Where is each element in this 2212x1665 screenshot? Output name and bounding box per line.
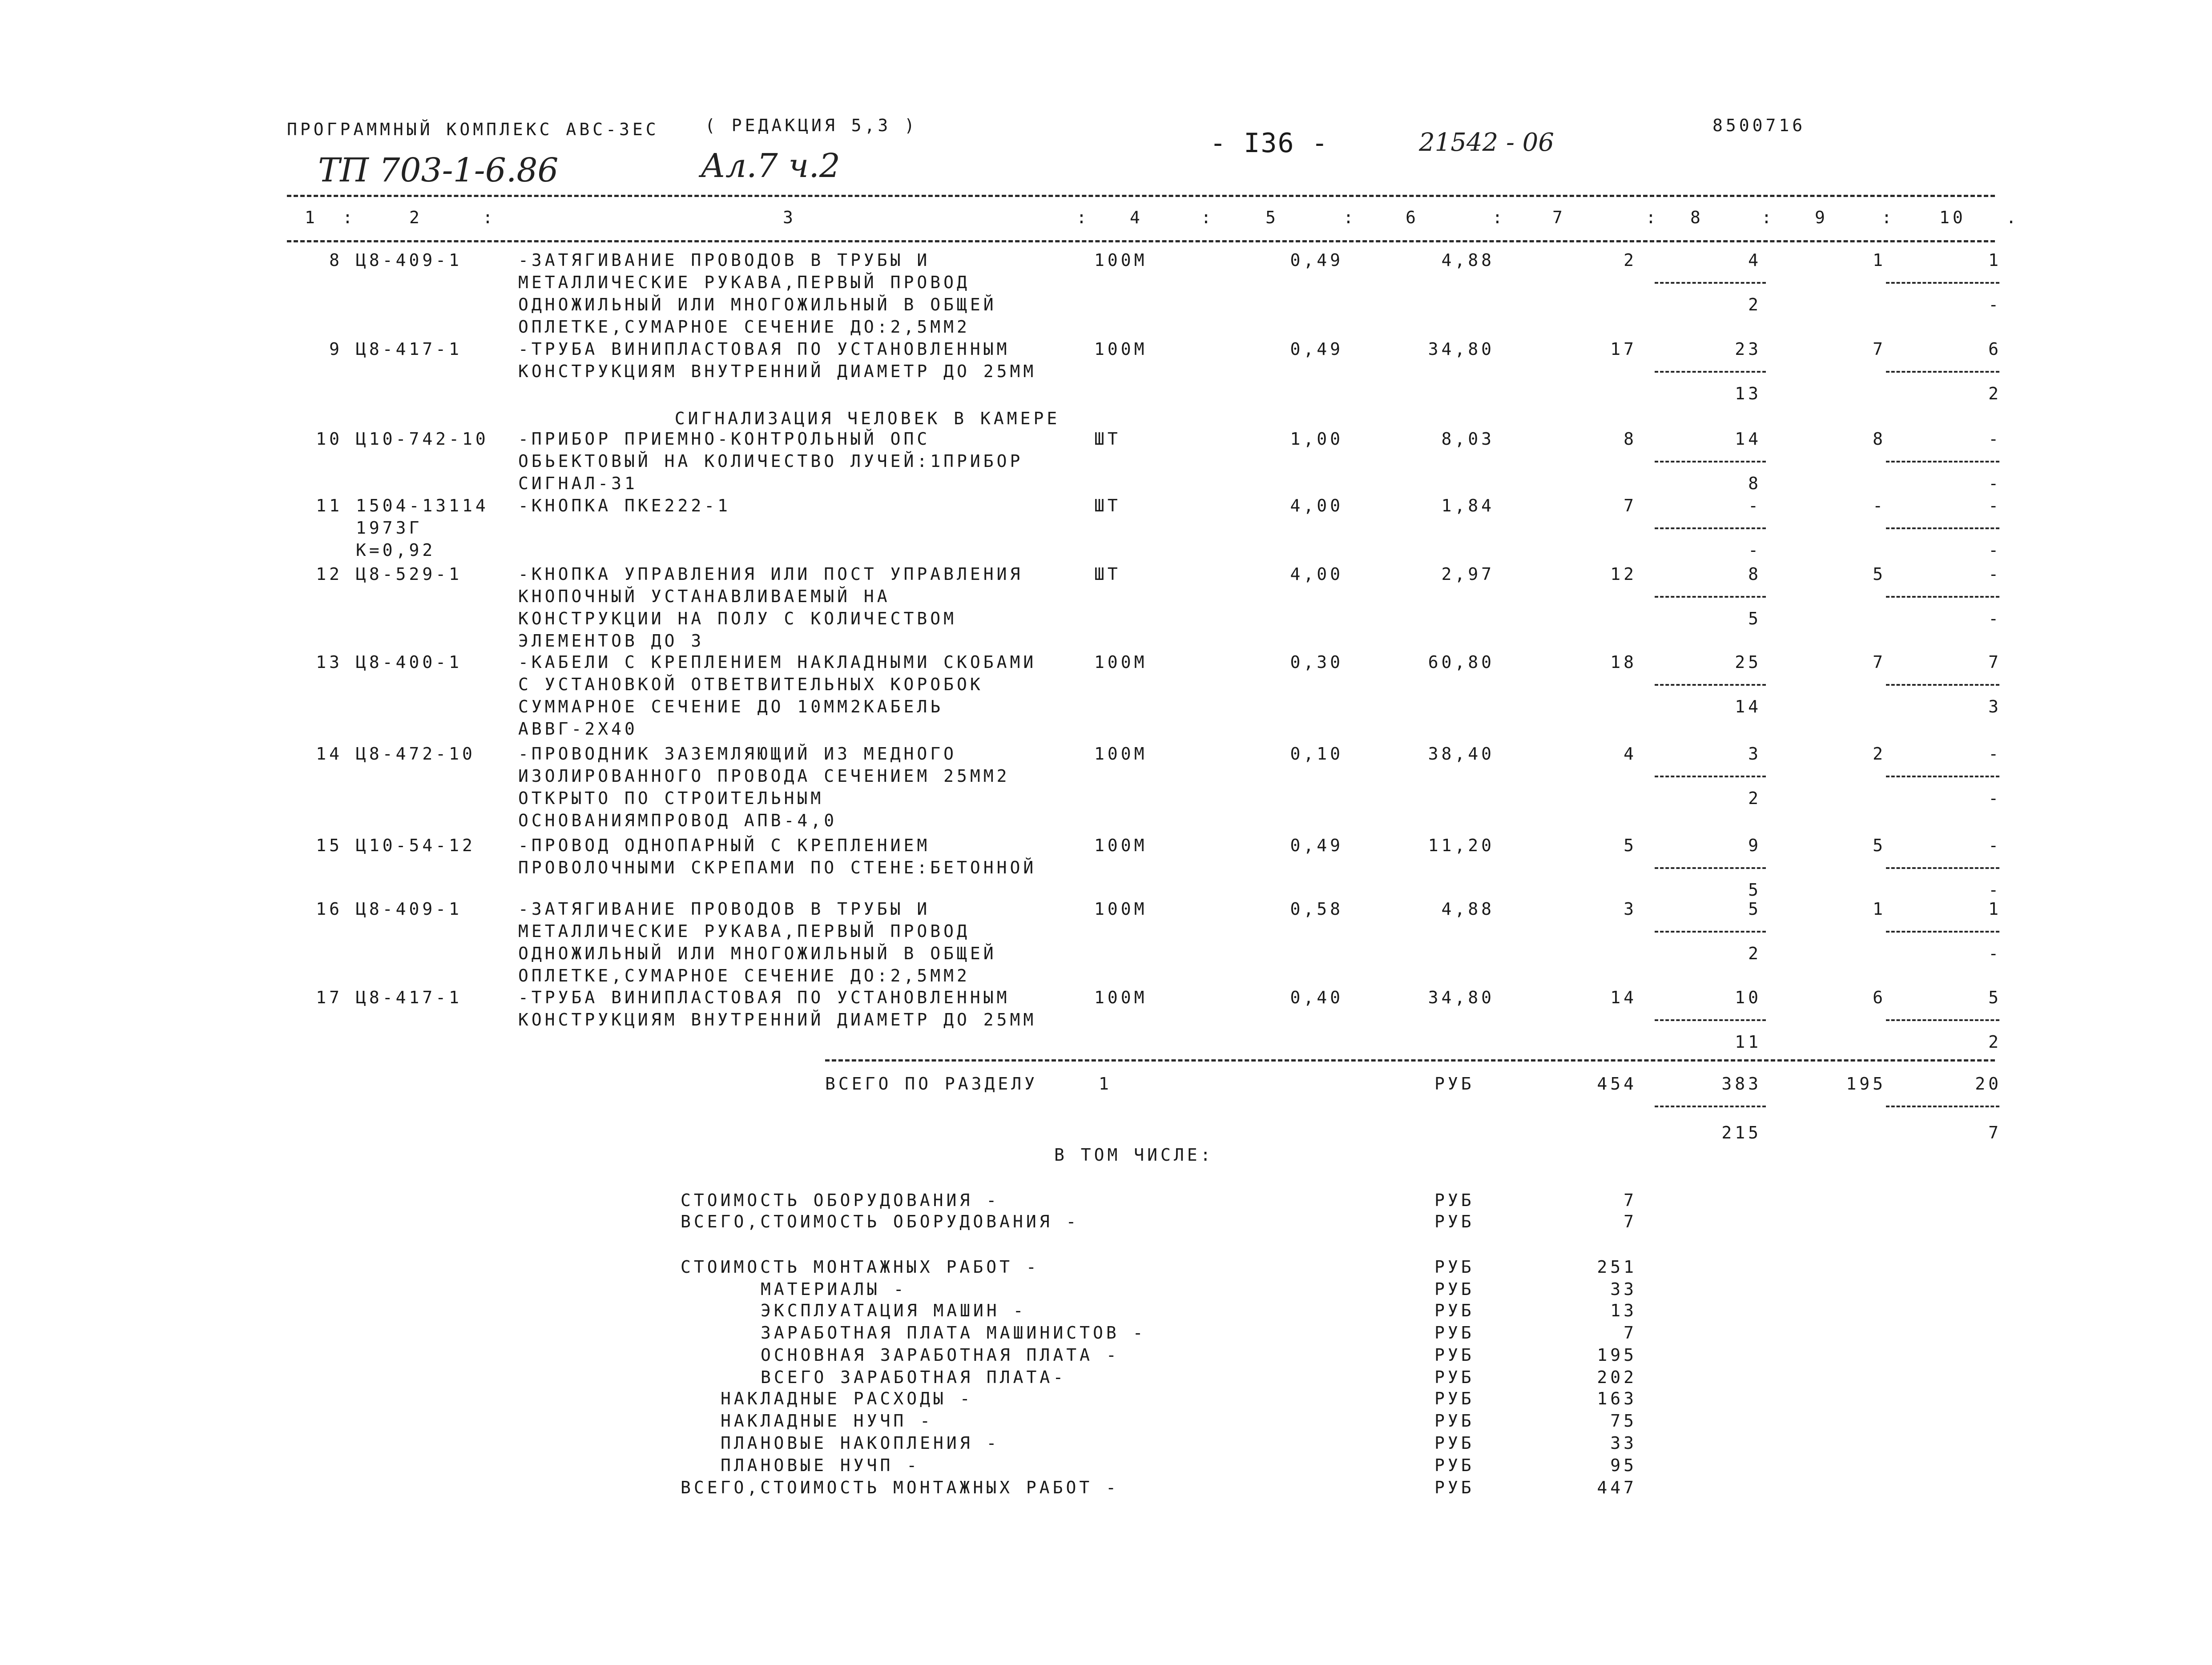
summary-unit: РУБ <box>1434 1279 1475 1299</box>
row-col8-sub: 8 <box>1748 474 1761 493</box>
row-col10: 5 <box>1988 988 2002 1007</box>
row-description: С УСТАНОВКОЙ ОТВЕТВИТЕЛЬНЫХ КОРОБОК <box>518 675 983 694</box>
column-header-cell: 8 <box>1690 208 1704 227</box>
row-col8-divider <box>1655 282 1766 284</box>
row-number: 10 <box>316 429 342 449</box>
summary-label: НАКЛАДНЫЕ РАСХОДЫ - <box>721 1389 973 1408</box>
column-header-cell: : <box>1882 208 1895 227</box>
row-description: -ТРУБА ВИНИПЛАСТОВАЯ ПО УСТАНОВЛЕННЫМ <box>518 988 1010 1007</box>
row-unit: ШТ <box>1094 564 1121 584</box>
column-header-cell: 2 <box>409 208 423 227</box>
row-number: 9 <box>329 339 342 359</box>
row-col8-sub: 11 <box>1735 1032 1761 1052</box>
row-code: Ц10-742-10 <box>356 429 489 449</box>
row-col9: 2 <box>1873 744 1886 764</box>
row-col10-sub: 2 <box>1988 1032 2002 1052</box>
summary-unit: РУБ <box>1434 1301 1475 1320</box>
row-price: 1,84 <box>1441 496 1495 515</box>
row-col8: 8 <box>1748 564 1761 584</box>
summary-label: ЗАРАБОТНАЯ ПЛАТА МАШИНИСТОВ - <box>761 1323 1146 1343</box>
row-unit: 100М <box>1094 250 1148 270</box>
row-col10-sub: - <box>1988 880 2002 900</box>
row-col10-sub: - <box>1988 295 2002 314</box>
row-col8: 3 <box>1748 744 1761 764</box>
row-col9: 7 <box>1873 339 1886 359</box>
column-header-cell: : <box>1076 208 1090 227</box>
row-col8: 23 <box>1735 339 1761 359</box>
row-col8: 25 <box>1735 652 1761 672</box>
row-col10: - <box>1988 836 2002 855</box>
total-n: 1 <box>1099 1074 1112 1094</box>
section-heading: СИГНАЛИЗАЦИЯ ЧЕЛОВЕК В КАМЕРЕ <box>674 409 1060 428</box>
total-col10-divider <box>1886 1106 1999 1107</box>
row-col8-sub: 5 <box>1748 880 1761 900</box>
row-description: ОПЛЕТКЕ,СУМАРНОЕ СЕЧЕНИЕ ДО:2,5ММ2 <box>518 317 970 337</box>
row-col10: - <box>1988 744 2002 764</box>
row-quantity: 0,40 <box>1290 988 1343 1007</box>
row-col10: 7 <box>1988 652 2002 672</box>
summary-label: ПЛАНОВЫЕ НУЧП - <box>721 1456 920 1475</box>
row-description: -ЗАТЯГИВАНИЕ ПРОВОДОВ В ТРУБЫ И <box>518 250 931 270</box>
summary-value: 75 <box>1610 1411 1637 1431</box>
row-col7: 3 <box>1624 899 1637 919</box>
row-description: -ЗАТЯГИВАНИЕ ПРОВОДОВ В ТРУБЫ И <box>518 899 931 919</box>
row-description: -ТРУБА ВИНИПЛАСТОВАЯ ПО УСТАНОВЛЕННЫМ <box>518 339 1010 359</box>
column-header-cell: 7 <box>1552 208 1566 227</box>
summary-value: 447 <box>1597 1478 1637 1497</box>
row-description: КОНСТРУКЦИЯМ ВНУТРЕННИЙ ДИАМЕТР ДО 25ММ <box>518 362 1037 381</box>
row-description: ИЗОЛИРОВАННОГО ПРОВОДА СЕЧЕНИЕМ 25ММ2 <box>518 766 1010 786</box>
row-col9: - <box>1873 496 1886 515</box>
row-price: 2,97 <box>1441 564 1495 584</box>
row-description: СУММАРНОЕ СЕЧЕНИЕ ДО 10ММ2КАБЕЛЬ <box>518 697 944 716</box>
row-col7: 17 <box>1610 339 1637 359</box>
summary-value: 7 <box>1624 1190 1637 1210</box>
row-description: ОДНОЖИЛЬНЫЙ ИЛИ МНОГОЖИЛЬНЫЙ В ОБЩЕЙ <box>518 944 997 963</box>
row-number: 11 <box>316 496 342 515</box>
row-col7: 2 <box>1624 250 1637 270</box>
row-code: Ц10-54-12 <box>356 836 475 855</box>
row-description: -КНОПКА ПКЕ222-1 <box>518 496 731 515</box>
row-col10-sub: - <box>1988 474 2002 493</box>
column-header-cell: : <box>1492 208 1506 227</box>
row-col10: 6 <box>1988 339 2002 359</box>
row-col8-sub: 5 <box>1748 609 1761 628</box>
total-col10: 20 <box>1975 1074 2002 1094</box>
summary-unit: РУБ <box>1434 1345 1475 1365</box>
row-quantity: 0,58 <box>1290 899 1343 919</box>
row-col10-sub: - <box>1988 788 2002 808</box>
row-description: КОНСТРУКЦИИ НА ПОЛУ С КОЛИЧЕСТВОМ <box>518 609 957 628</box>
row-col8-sub: - <box>1748 540 1761 560</box>
row-description: -ПРОВОД ОДНОПАРНЫЙ С КРЕПЛЕНИЕМ <box>518 836 931 855</box>
column-header-cell: 10 <box>1939 208 1966 227</box>
summary-value: 95 <box>1610 1456 1637 1475</box>
row-col8-divider <box>1655 527 1766 529</box>
row-col7: 12 <box>1610 564 1637 584</box>
row-col10-divider <box>1886 776 1999 777</box>
row-description: ОПЛЕТКЕ,СУМАРНОЕ СЕЧЕНИЕ ДО:2,5ММ2 <box>518 966 970 985</box>
row-description: -ПРОВОДНИК ЗАЗЕМЛЯЮЩИЙ ИЗ МЕДНОГО <box>518 744 957 764</box>
row-col10-sub: - <box>1988 609 2002 628</box>
summary-unit: РУБ <box>1434 1411 1475 1431</box>
row-col10-sub: 3 <box>1988 697 2002 716</box>
row-col9: 7 <box>1873 652 1886 672</box>
row-code: Ц8-400-1 <box>356 652 463 672</box>
row-unit: 100М <box>1094 899 1148 919</box>
row-col8: 9 <box>1748 836 1761 855</box>
page-number: - I36 - <box>1210 128 1329 159</box>
row-description: -ПРИБОР ПРИЕМНО-КОНТРОЛЬНЫЙ ОПС <box>518 429 931 449</box>
summary-unit: РУБ <box>1434 1367 1475 1387</box>
summary-label: ВСЕГО,СТОИМОСТЬ МОНТАЖНЫХ РАБОТ - <box>681 1478 1119 1497</box>
row-code: Ц8-472-10 <box>356 744 475 764</box>
row-col9: 8 <box>1873 429 1886 449</box>
row-quantity: 1,00 <box>1290 429 1343 449</box>
summary-unit: РУБ <box>1434 1433 1475 1453</box>
column-header-cell: : <box>342 208 356 227</box>
row-col9: 1 <box>1873 250 1886 270</box>
column-header-cell: : <box>1343 208 1357 227</box>
row-col8-divider <box>1655 596 1766 598</box>
row-description: ОБЬЕКТОВЫЙ НА КОЛИЧЕСТВО ЛУЧЕЙ:1ПРИБОР <box>518 451 1023 471</box>
summary-value: 7 <box>1624 1212 1637 1231</box>
total-label: ВСЕГО ПО РАЗДЕЛУ <box>825 1074 1038 1094</box>
column-header-cell: 6 <box>1406 208 1419 227</box>
row-col9: 5 <box>1873 836 1886 855</box>
row-col10-divider <box>1886 282 1999 284</box>
summary-unit: РУБ <box>1434 1478 1475 1497</box>
row-description: -КАБЕЛИ С КРЕПЛЕНИЕМ НАКЛАДНЫМИ СКОБАМИ <box>518 652 1037 672</box>
column-header-cell: 4 <box>1130 208 1143 227</box>
row-description: КОНСТРУКЦИЯМ ВНУТРЕННИЙ ДИАМЕТР ДО 25ММ <box>518 1010 1037 1030</box>
row-col8: 5 <box>1748 899 1761 919</box>
row-col8-sub: 2 <box>1748 295 1761 314</box>
row-col8-divider <box>1655 867 1766 869</box>
row-price: 34,80 <box>1428 988 1495 1007</box>
column-header-cell: : <box>1646 208 1659 227</box>
column-header-cell: 9 <box>1815 208 1828 227</box>
row-code: Ц8-529-1 <box>356 564 463 584</box>
row-quantity: 4,00 <box>1290 496 1343 515</box>
row-col8-divider <box>1655 776 1766 777</box>
total-col8-divider <box>1655 1106 1766 1107</box>
row-col8-divider <box>1655 461 1766 462</box>
row-col7: 5 <box>1624 836 1637 855</box>
column-header-cell: . <box>2006 208 2019 227</box>
row-code: Ц8-417-1 <box>356 339 463 359</box>
row-quantity: 0,30 <box>1290 652 1343 672</box>
row-price: 4,88 <box>1441 250 1495 270</box>
row-col8-divider <box>1655 931 1766 933</box>
row-description: МЕТАЛЛИЧЕСКИЕ РУКАВА,ПЕРВЫЙ ПРОВОД <box>518 921 970 941</box>
row-number: 15 <box>316 836 342 855</box>
total-col8: 383 <box>1721 1074 1761 1094</box>
summary-value: 251 <box>1597 1257 1637 1277</box>
summary-value: 33 <box>1610 1279 1637 1299</box>
column-header-cell: 5 <box>1265 208 1279 227</box>
row-col7: 14 <box>1610 988 1637 1007</box>
row-col8-divider <box>1655 1019 1766 1021</box>
row-description: АВВГ-2Х40 <box>518 719 638 739</box>
summary-label: МАТЕРИАЛЫ - <box>761 1279 907 1299</box>
summary-unit: РУБ <box>1434 1257 1475 1277</box>
row-col8: - <box>1748 496 1761 515</box>
code-right: 8500716 <box>1712 116 1806 135</box>
row-number: 16 <box>316 899 342 919</box>
row-col10-divider <box>1886 596 1999 598</box>
header-divider <box>287 195 1995 197</box>
row-price: 4,88 <box>1441 899 1495 919</box>
row-unit: 100М <box>1094 744 1148 764</box>
column-header-cell: : <box>1761 208 1775 227</box>
row-col10: - <box>1988 429 2002 449</box>
row-unit: 100М <box>1094 836 1148 855</box>
row-code: 1973Г <box>356 518 423 538</box>
row-description: СИГНАЛ-31 <box>518 474 638 493</box>
row-description: ОДНОЖИЛЬНЫЙ ИЛИ МНОГОЖИЛЬНЫЙ В ОБЩЕЙ <box>518 295 997 314</box>
row-col10: - <box>1988 496 2002 515</box>
row-col10-divider <box>1886 931 1999 933</box>
row-col10-divider <box>1886 527 1999 529</box>
row-col8-divider <box>1655 371 1766 373</box>
summary-unit: РУБ <box>1434 1212 1475 1231</box>
summary-label: СТОИМОСТЬ ОБОРУДОВАНИЯ - <box>681 1190 1000 1210</box>
row-description: ОТКРЫТО ПО СТРОИТЕЛЬНЫМ <box>518 788 824 808</box>
summary-label: НАКЛАДНЫЕ НУЧП - <box>721 1411 934 1431</box>
row-col8-sub: 13 <box>1735 384 1761 403</box>
row-unit: ШТ <box>1094 429 1121 449</box>
total-divider <box>825 1059 1995 1062</box>
total-col8-sub: 215 <box>1721 1123 1761 1142</box>
summary-label: ПЛАНОВЫЕ НАКОПЛЕНИЯ - <box>721 1433 1000 1453</box>
row-quantity: 0,49 <box>1290 250 1343 270</box>
row-code: Ц8-417-1 <box>356 988 463 1007</box>
row-col10-sub: - <box>1988 944 2002 963</box>
column-divider <box>287 240 1995 242</box>
row-col10: 1 <box>1988 250 2002 270</box>
summary-unit: РУБ <box>1434 1323 1475 1343</box>
summary-label: СТОИМОСТЬ МОНТАЖНЫХ РАБОТ - <box>681 1257 1040 1277</box>
column-header-cell: 3 <box>783 208 796 227</box>
doc-code-handwritten: 21542 - 06 <box>1419 128 1554 157</box>
row-code: К=0,92 <box>356 540 436 560</box>
summary-value: 13 <box>1610 1301 1637 1320</box>
row-description: -КНОПКА УПРАВЛЕНИЯ ИЛИ ПОСТ УПРАВЛЕНИЯ <box>518 564 1023 584</box>
row-quantity: 0,10 <box>1290 744 1343 764</box>
row-description: КНОПОЧНЫЙ УСТАНАВЛИВАЕМЫЙ НА <box>518 587 890 606</box>
row-price: 11,20 <box>1428 836 1495 855</box>
summary-value: 163 <box>1597 1389 1637 1408</box>
edition-label: ( РЕДАКЦИЯ 5,3 ) <box>705 116 918 135</box>
row-col9: 6 <box>1873 988 1886 1007</box>
row-col7: 4 <box>1624 744 1637 764</box>
summary-value: 33 <box>1610 1433 1637 1453</box>
row-code: Ц8-409-1 <box>356 899 463 919</box>
row-col8: 14 <box>1735 429 1761 449</box>
summary-unit: РУБ <box>1434 1190 1475 1210</box>
row-col10-divider <box>1886 684 1999 686</box>
row-code: 1504-13114 <box>356 496 489 515</box>
total-col9: 195 <box>1846 1074 1886 1094</box>
total-col7: 454 <box>1597 1074 1637 1094</box>
column-header-cell: : <box>483 208 496 227</box>
row-col8-divider <box>1655 684 1766 686</box>
row-quantity: 4,00 <box>1290 564 1343 584</box>
row-quantity: 0,49 <box>1290 339 1343 359</box>
row-col8: 10 <box>1735 988 1761 1007</box>
summary-unit: РУБ <box>1434 1389 1475 1408</box>
album-handwritten: Ал.7 ч.2 <box>701 147 840 185</box>
row-description: ЭЛЕМЕНТОВ ДО 3 <box>518 631 705 651</box>
total-col10-sub: 7 <box>1988 1123 2002 1142</box>
total-unit: РУБ <box>1434 1074 1475 1094</box>
summary-value: 195 <box>1597 1345 1637 1365</box>
row-col8-sub: 2 <box>1748 788 1761 808</box>
row-description: МЕТАЛЛИЧЕСКИЕ РУКАВА,ПЕРВЫЙ ПРОВОД <box>518 273 970 292</box>
row-unit: 100М <box>1094 652 1148 672</box>
row-col10-divider <box>1886 371 1999 373</box>
row-col10-divider <box>1886 461 1999 462</box>
row-col10-divider <box>1886 867 1999 869</box>
row-number: 13 <box>316 652 342 672</box>
including-label: В ТОМ ЧИСЛЕ: <box>1054 1145 1214 1165</box>
row-number: 8 <box>329 250 342 270</box>
row-col7: 8 <box>1624 429 1637 449</box>
summary-value: 7 <box>1624 1323 1637 1343</box>
summary-label: ВСЕГО ЗАРАБОТНАЯ ПЛАТА- <box>761 1367 1067 1387</box>
row-col10-sub: 2 <box>1988 384 2002 403</box>
row-unit: 100М <box>1094 339 1148 359</box>
summary-label: ОСНОВНАЯ ЗАРАБОТНАЯ ПЛАТА - <box>761 1345 1120 1365</box>
row-number: 14 <box>316 744 342 764</box>
row-description: ОСНОВАНИЯМПРОВОД АПВ-4,0 <box>518 811 838 830</box>
row-description: ПРОВОЛОЧНЫМИ СКРЕПАМИ ПО СТЕНЕ:БЕТОННОЙ <box>518 858 1037 877</box>
tp-number-handwritten: ТП 703-1-6.86 <box>318 151 559 189</box>
column-header-cell: 1 <box>305 208 318 227</box>
row-code: Ц8-409-1 <box>356 250 463 270</box>
row-number: 17 <box>316 988 342 1007</box>
row-price: 60,80 <box>1428 652 1495 672</box>
program-title: ПРОГРАММНЫЙ КОМПЛЕКС АВС-3ЕС <box>287 120 659 139</box>
summary-label: ВСЕГО,СТОИМОСТЬ ОБОРУДОВАНИЯ - <box>681 1212 1080 1231</box>
row-col8-sub: 2 <box>1748 944 1761 963</box>
row-col10: 1 <box>1988 899 2002 919</box>
row-unit: ШТ <box>1094 496 1121 515</box>
row-col10: - <box>1988 564 2002 584</box>
summary-unit: РУБ <box>1434 1456 1475 1475</box>
row-col7: 18 <box>1610 652 1637 672</box>
row-col9: 1 <box>1873 899 1886 919</box>
row-col10-divider <box>1886 1019 1999 1021</box>
row-col10-sub: - <box>1988 540 2002 560</box>
row-col7: 7 <box>1624 496 1637 515</box>
summary-label: ЭКСПЛУАТАЦИЯ МАШИН - <box>761 1301 1027 1320</box>
row-unit: 100М <box>1094 988 1148 1007</box>
column-header-cell: : <box>1201 208 1214 227</box>
row-price: 8,03 <box>1441 429 1495 449</box>
row-col8-sub: 14 <box>1735 697 1761 716</box>
row-price: 38,40 <box>1428 744 1495 764</box>
row-col8: 4 <box>1748 250 1761 270</box>
row-number: 12 <box>316 564 342 584</box>
row-col9: 5 <box>1873 564 1886 584</box>
row-quantity: 0,49 <box>1290 836 1343 855</box>
row-price: 34,80 <box>1428 339 1495 359</box>
summary-value: 202 <box>1597 1367 1637 1387</box>
